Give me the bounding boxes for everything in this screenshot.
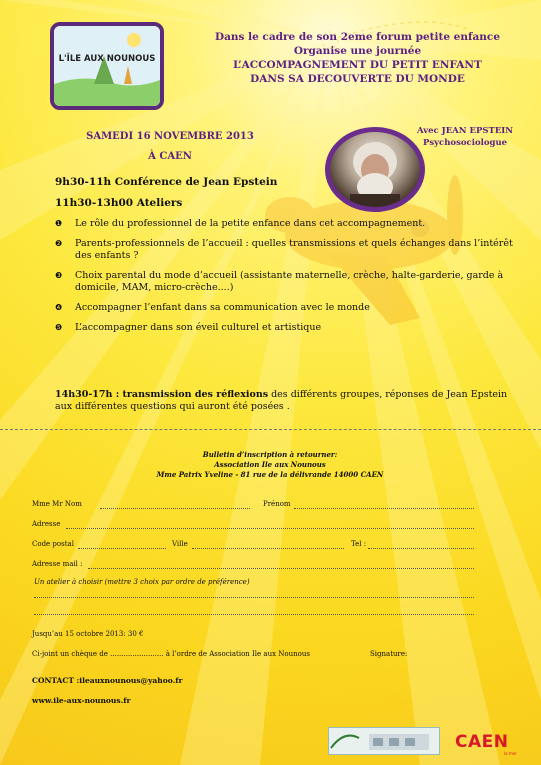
cut-line — [0, 429, 541, 430]
header-line-4: DANS SA DECOUVERTE DU MONDE — [250, 73, 465, 85]
partner-logo — [328, 727, 440, 755]
website-link[interactable]: www.ile-aux-nounous.fr — [32, 696, 131, 705]
item-text: Parents-professionnels de l’accueil : quelles transmissions et quels échanges dans l’intérêt des enfants ? — [75, 238, 513, 261]
address-field[interactable] — [66, 528, 474, 529]
form-header-3: Mme Patrix Yveline - 81 rue de la délivrande 14000 CAEN — [156, 470, 384, 479]
atelier-item — [55, 218, 525, 230]
postal-code-label: Code postal — [32, 540, 74, 548]
item-text: Choix parental du mode d’accueil (assistante maternelle, crèche, halte-garderie, garde à domicile, MAM, micro-crèche....) — [75, 270, 504, 293]
form-header — [100, 450, 440, 480]
item-number: ❹ — [55, 303, 63, 312]
atelier-choice-label: Un atelier à choisir (mettre 3 choix par ordre de préférence) — [34, 578, 250, 586]
city-field[interactable] — [192, 548, 344, 549]
address-label: Adresse — [32, 520, 61, 528]
firstname-field[interactable] — [294, 508, 474, 509]
header-line-1: Dans le cadre de son 2eme forum petite enfance — [215, 31, 500, 43]
atelier-item — [55, 302, 525, 314]
name-field[interactable] — [100, 508, 250, 509]
afternoon-description: des différents groupes, réponses de Jean Epstein aux différentes questions qui auront été posées . — [55, 389, 508, 412]
speaker-name: Avec JEAN EPSTEIN — [416, 126, 514, 136]
program — [55, 176, 525, 342]
item-number: ❺ — [55, 323, 63, 332]
speaker-title: Psychosociologue — [422, 138, 508, 148]
atelier-choice-field-1[interactable] — [34, 597, 474, 598]
item-text: L’accompagner dans son éveil culturel et artistique — [75, 322, 322, 333]
afternoon-session — [55, 389, 525, 413]
conference-heading: 9h30-11h Conférence de Jean Epstein — [55, 176, 278, 188]
header-line-3: L’ACCOMPAGNEMENT DU PETIT ENFANT — [233, 59, 482, 71]
price-text: Jusqu’au 15 octobre 2013: 30 € — [32, 630, 144, 638]
event-place: À CAEN — [148, 151, 192, 162]
atelier-item — [55, 238, 525, 262]
atelier-choice-field-2[interactable] — [34, 614, 474, 615]
item-number: ❷ — [55, 239, 63, 248]
event-date-place — [70, 130, 270, 164]
city-label: Ville — [172, 540, 188, 548]
logo-text: L'ÎLE AUX NOUNOUS — [58, 54, 156, 64]
event-date: SAMEDI 16 NOVEMBRE 2013 — [86, 131, 254, 142]
atelier-item — [55, 322, 525, 334]
item-text: Le rôle du professionnel de la petite enfance dans cet accompagnement. — [75, 218, 426, 229]
form-header-2: Association Ile aux Nounous — [214, 460, 326, 469]
email-field[interactable] — [88, 568, 474, 569]
signature-label: Signature: — [370, 650, 408, 658]
item-text: Accompagner l’enfant dans sa communication avec le monde — [75, 302, 370, 313]
form-header-1: Bulletin d’inscription à retourner: — [202, 450, 338, 459]
partner-illustration — [329, 728, 439, 754]
caen-logo-tagline: la mer — [504, 751, 517, 756]
afternoon-time: 14h30-17h : transmission des réflexions — [55, 389, 269, 400]
event-header — [205, 30, 510, 86]
logo — [50, 22, 164, 110]
email-label: Adresse mail : — [32, 560, 83, 568]
phone-label: Tel : — [351, 540, 367, 548]
caen-logo: CAEN — [455, 732, 509, 752]
phone-field[interactable] — [368, 548, 474, 549]
postal-code-field[interactable] — [78, 548, 166, 549]
item-number: ❶ — [55, 219, 63, 228]
atelier-item — [55, 270, 525, 294]
firstname-label: Prénom — [263, 500, 291, 508]
header-line-2: Organise une journée — [293, 45, 422, 57]
contact-email[interactable]: CONTACT :ileauxnounous@yahoo.fr — [32, 676, 183, 685]
item-number: ❸ — [55, 271, 63, 280]
island-illustration — [54, 26, 160, 106]
cheque-text: Ci-joint un chèque de ........................ à l’ordre de Association Ile aux Nounous — [32, 650, 310, 658]
ateliers-heading: 11h30-13h00 Ateliers — [55, 197, 183, 209]
civility-name-label: Mme Mr Nom — [32, 500, 82, 508]
